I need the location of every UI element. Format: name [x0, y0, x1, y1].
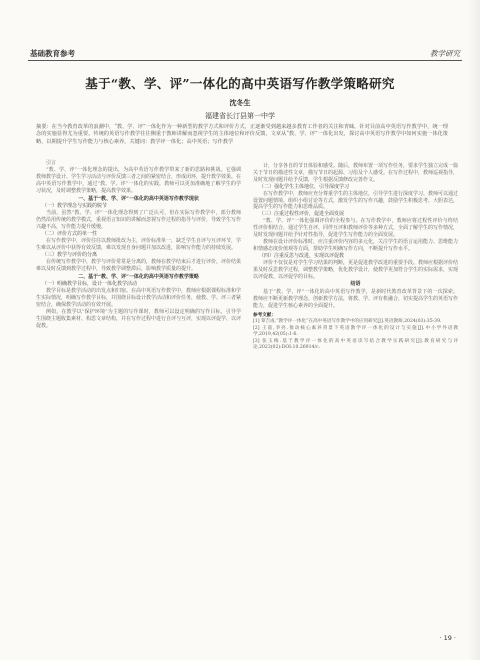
- reference-item: [2] 王蔷,李亮.推动核心素养背景下英语教学评一体化的设计与实施[J].中小学外语教学,2019,42(05):1-6.: [253, 325, 458, 338]
- section-heading: 一、基于“教、学、评”一体化的高中英语写作教学现状: [78, 195, 199, 202]
- body-paragraph: 计，分享各自的节日体验和感受。随后，教师布置一项写作任务，要求学生独立完成一篇关于节日的描述性文章，描写节日的起源、习俗及个人感受。在写作过程中，教师巡视指导，及时发现问题并给予反馈，学生根据反馈修改完善作文。: [253, 163, 459, 183]
- references: [253, 313, 458, 351]
- header-rule: [28, 60, 462, 61]
- body-paragraph: “教、学、评”一体化理念的提出，为高中英语写作教学带来了新的思路和挑战。它强调教师教学设计、学生学习活动与评价反馈三者之间的紧密结合，形成闭环，提升教学效果。在高中英语写作教学中，通过“教、学、评”一体化的实践，教师可以更加准确地了解学生的学习状况，及时调整教学策略，提高教学效果。: [36, 166, 242, 194]
- subsection-heading: （四）注重反思与改进，实现以评促教: [259, 252, 345, 259]
- body-paragraph: 在写作教学中，教师应充分尊重学生的主体地位，引导学生进行深度学习。教师可以通过设置问题情境、组织小组讨论等方式，激发学生的写作兴趣，鼓励学生积极思考、大胆表达，提高学生的写作能力和思维品质。: [253, 190, 459, 211]
- subsection-heading: （二）强化学生主体地位，引导深度学习: [259, 183, 350, 190]
- abstract: 摘要：在当今教育改革的浪潮中，“教、学、评”一体化作为一种新型的教学方式和评价方式，正逐渐受到越来越多教育工作者的关注和青睐。针对目前高中英语写作教学中，统一理念的实施显得尤为重要。传统的英语写作教学往往侧重于教师讲解而忽视学生的主体地位和评价反馈，文章从“教、学、评”一体化出发，探讨高中英语写作教学中如何实施一体化策略，以期提升学生写作能力与核心素养。关键词：教学评一体化；高中英语；写作教学: [36, 124, 448, 145]
- body-paragraph: 基于“教、学、评”一体化的高中英语写作教学，是新时代教育改革背景下的一次探索。教师应不断更新教学理念，创新教学方法，将教、学、评有机融合，切实提高学生的英语写作能力，促进学生核心素养的全面提升。: [253, 289, 459, 310]
- subsection-heading: （三）教学与评价的分离: [42, 251, 98, 258]
- page-number: · 19 ·: [439, 634, 456, 642]
- body-paragraph: 教学目标是教学活动的出发点和归宿。在高中英语写作教学中，教师应根据课程标准和学生实际情况，明确写作教学目标，并围绕目标设计教学活动和评价任务，使教、学、评三者紧密结合，确保教学活动的有效开展。: [36, 288, 242, 309]
- author-affiliation: 福建省长汀县第一中学: [205, 112, 275, 120]
- subsection-heading: （一）明确教学目标，设计一体化教学活动: [42, 281, 138, 288]
- section-name: 教学研究: [430, 49, 460, 58]
- article-title: 基于“教、学、评”一体化的高中英语写作教学策略研究: [85, 76, 395, 91]
- body-paragraph: 教师在设计评价标准时，应注重评价内容的多元化，关注学生的语言运用能力、思维能力和情感态度价值观等方面，帮助学生明确写作方向，不断提升写作水平。: [253, 238, 459, 252]
- body-paragraph: “教、学、评”一体化强调评价的全程参与。在写作教学中，教师应将过程性评价与终结性评价相结合，通过学生自评、同伴互评和教师评价等多种方式，全面了解学生的写作情况，及时发现问题并给予针对性指导，促进学生写作能力的全面发展。: [253, 218, 459, 239]
- section-heading: 二、基于“教、学、评”一体化的高中英语写作教学策略: [78, 273, 199, 280]
- page-edge-shadow: [468, 0, 480, 660]
- body-paragraph: 引言: [46, 160, 57, 166]
- article-author: 沈冬生: [229, 98, 251, 107]
- body-paragraph: 例如，在教学以“保护环境”为主题的写作课时，教师可以设定明确的写作目标，引导学生围绕主题收集素材、构思文章结构，并在写作过程中进行自评与互评，实现以评促学、以评促教。: [36, 309, 242, 329]
- subsection-heading: （二）评价方式的单一性: [42, 231, 98, 238]
- left-column: [36, 160, 241, 330]
- body-paragraph: 在写作教学中，评价往往以教师批改为主，评价标准单一，缺乏学生自评与互评环节，学生难以从评价中获得有效反馈，难以发现自身问题并加以改进，影响写作能力的持续发展。: [36, 237, 242, 251]
- body-paragraph: 在传统写作教学中，教学与评价常常是分离的，教师在教学结束后才进行评价，评价结果难以及时反馈到教学过程中，导致教学调整滞后，影响教学质量的提升。: [36, 258, 242, 272]
- subsection-heading: （一）教学理念与实践的脱节: [42, 203, 108, 210]
- right-column: [253, 163, 458, 351]
- subsection-heading: （三）注重过程性评价，促进全面发展: [259, 211, 345, 218]
- section-heading: 结语: [350, 281, 361, 288]
- body-paragraph: 当前，虽然“教、学、评”一体化理念得到了广泛认可，但在实际写作教学中，部分教师仍然沿用传统的教学模式，重视语言知识的讲解而忽视写作过程的指导与评价，导致学生写作兴趣不高，写作能力提升缓慢。: [36, 210, 242, 231]
- journal-name: 基础教育参考: [30, 49, 75, 58]
- body-paragraph: 评价不仅仅是对学生学习结果的判断，更是促进教学改进的重要手段。教师应根据评价结果及时反思教学过程，调整教学策略，优化教学设计，使教学更加符合学生的实际需求，实现以评促教、以评促学的目标。: [253, 259, 459, 280]
- reference-item: [3] 张玉梅.基于教学评一体化的高中英语读写结合教学实践研究[J].教育研究与评论,2023(02):DOI:10.26914/c.: [253, 338, 458, 351]
- reference-item: [1] 覃吉成.“教学评一体化”在高中英语写作教学中的应用研究[J].英语教师,2024(03):35-39.: [253, 319, 442, 325]
- references-heading: 参考文献：: [253, 313, 276, 319]
